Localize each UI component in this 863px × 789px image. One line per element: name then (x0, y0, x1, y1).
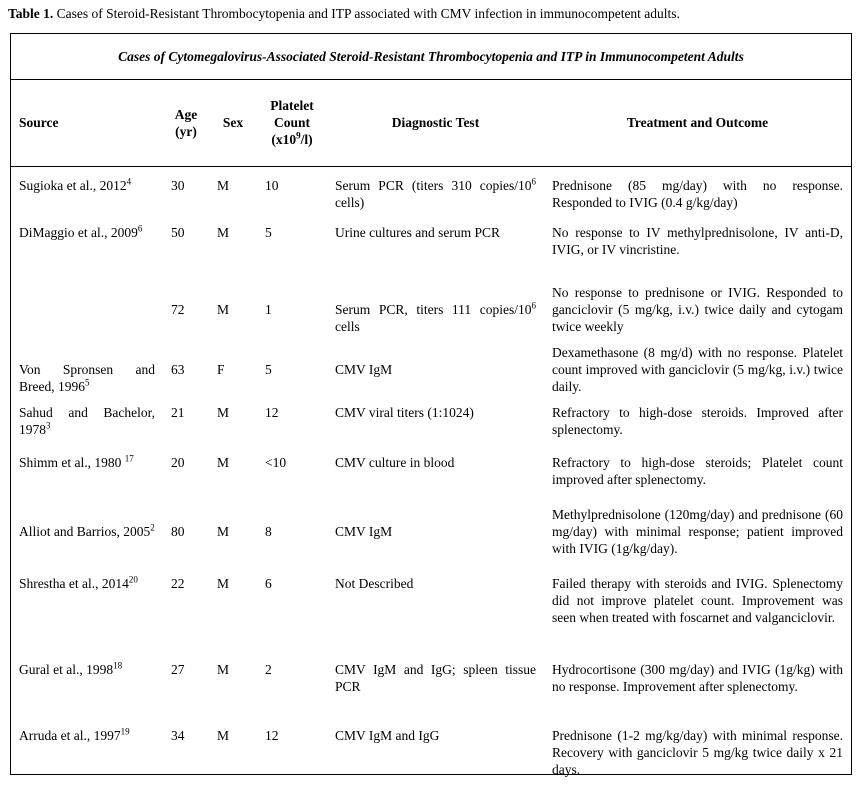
source-text: Sahud and Bachelor, 1978 (19, 405, 155, 437)
cell-diagnostic (327, 166, 544, 224)
source-ref: 19 (120, 726, 130, 737)
diagnostic-text: Serum PCR, titers 111 copies/10 (335, 302, 532, 317)
cell-sex: M (217, 524, 230, 539)
header-platelet-line3-sup: 9 (296, 130, 301, 141)
diagnostic-text: CMV IgM (335, 524, 393, 539)
header-platelet (257, 80, 327, 166)
cell-sex: M (217, 455, 230, 470)
cell-age: 50 (171, 225, 185, 240)
cell-source (11, 166, 163, 224)
diagnostic-text-post: cells) (335, 194, 365, 210)
cell-source (11, 506, 163, 575)
header-platelet-line3-pre: (x10 (271, 132, 297, 148)
cell-treatment: Hydrocortisone (300 mg/day) and IVIG (1g/kg) with no response. Improvement after splenectomy. (552, 662, 843, 694)
cell-treatment: Prednisone (85 mg/day) with no response. Responded to IVIG (0.4 g/kg/day) (552, 177, 843, 210)
header-age-line2: (yr) (175, 123, 197, 139)
diagnostic-text: Not Described (335, 576, 414, 591)
source-ref: 3 (46, 420, 51, 431)
source-text: Alliot and Barrios, 2005 (19, 524, 151, 539)
cell-source (11, 661, 163, 727)
source-text: Sugioka et al., 2012 (19, 177, 127, 193)
cell-source (11, 454, 163, 506)
diagnostic-text: CMV IgM and IgG (335, 728, 440, 743)
diagnostic-text: CMV IgM and IgG; spleen tissue PCR (335, 662, 536, 694)
table-caption-label: Table 1. (8, 6, 54, 21)
cell-source (11, 276, 163, 344)
header-platelet-line2: Count (273, 115, 310, 131)
cell-sex: M (217, 405, 230, 420)
source-text: Von Spronsen and Breed, 1996 (19, 362, 155, 394)
cell-age: 72 (171, 302, 185, 317)
diagnostic-text-post: cells (335, 319, 360, 334)
cell-treatment: Prednisone (1-2 mg/kg/day) with minimal response. Recovery with ganciclovir 5 mg/kg twice daily x 21 days. (552, 728, 843, 777)
diagnostic-text: CMV IgM (335, 362, 393, 377)
table-body (11, 166, 851, 789)
cell-age: 27 (171, 662, 185, 677)
header-platelet-line1: Platelet (270, 98, 314, 114)
table-caption-text: Cases of Steroid-Resistant Thrombocytopenia and ITP associated with CMV infection in immunocompetent adults. (53, 6, 680, 21)
cell-diagnostic (327, 454, 544, 506)
source-ref: 20 (128, 574, 138, 585)
table-subtitle: Cases of Cytomegalovirus-Associated Steroid-Resistant Thrombocytopenia and ITP in Immunocompetent Adults (11, 34, 851, 80)
cell-treatment: No response to prednisone or IVIG. Responded to ganciclovir (5 mg/kg, i.v.) twice daily and cytogam twice weekly (552, 285, 843, 334)
table-frame (10, 33, 852, 775)
cell-age: 63 (171, 362, 185, 377)
table-row (11, 166, 851, 224)
cell-age: 21 (171, 405, 185, 420)
header-age-line1: Age (174, 106, 198, 122)
source-ref: 2 (150, 522, 155, 533)
cell-treatment: Methylprednisolone (120mg/day) and prednisone (60 mg/day) with minimal response; patient improved with IVIG (1g/kg/day). (552, 507, 843, 556)
cell-platelet: 2 (265, 662, 272, 677)
source-ref: 5 (84, 377, 90, 388)
header-sex: Sex (222, 115, 244, 131)
table-row (11, 661, 851, 727)
source-text: Shimm et al., 1980 (19, 455, 125, 470)
table-caption (8, 5, 858, 22)
header-age (163, 80, 209, 166)
header-diagnostic: Diagnostic Test (391, 115, 480, 131)
source-text: Shrestha et al., 2014 (19, 576, 129, 591)
cell-diagnostic (327, 224, 544, 276)
source-ref: 4 (126, 176, 132, 186)
diagnostic-text: Urine cultures and serum PCR (335, 225, 500, 240)
cell-platelet: 6 (265, 576, 272, 591)
cell-treatment: Refractory to high-dose steroids. Improved after splenectomy. (552, 405, 843, 437)
source-text: DiMaggio et al., 2009 (19, 225, 138, 240)
cell-sex: F (217, 362, 225, 377)
cell-age: 80 (171, 524, 185, 539)
cell-diagnostic (327, 575, 544, 661)
cell-sex: M (217, 177, 230, 193)
cell-age: 34 (171, 728, 185, 743)
cell-platelet: 5 (265, 225, 272, 240)
cell-platelet: 5 (265, 362, 272, 377)
table-row (11, 575, 851, 661)
header-source: Source (19, 115, 59, 131)
cell-sex: M (217, 302, 230, 317)
cell-sex: M (217, 662, 230, 677)
source-text: Gural et al., 1998 (19, 662, 114, 677)
cell-sex: M (217, 225, 230, 240)
diagnostic-text: CMV viral titers (1:1024) (335, 405, 474, 420)
cell-source (11, 224, 163, 276)
table-row (11, 506, 851, 575)
diagnostic-text: CMV culture in blood (335, 455, 455, 470)
cell-platelet: 1 (265, 302, 272, 317)
cell-platelet: 10 (265, 177, 279, 193)
cell-diagnostic (327, 727, 544, 789)
diagnostic-text: Serum PCR (titers 310 copies/10 (335, 177, 532, 193)
cell-platelet: 12 (265, 405, 279, 420)
cell-age: 30 (171, 177, 185, 193)
cases-table (11, 80, 851, 789)
cell-diagnostic (327, 661, 544, 727)
cell-diagnostic (327, 276, 544, 344)
source-ref: 17 (124, 453, 134, 464)
cell-platelet: 8 (265, 524, 272, 539)
cell-diagnostic (327, 404, 544, 454)
table-row (11, 727, 851, 789)
source-text: Arruda et al., 1997 (19, 728, 121, 743)
cell-diagnostic (327, 506, 544, 575)
cell-source (11, 727, 163, 789)
cell-age: 22 (171, 576, 185, 591)
source-ref: 6 (137, 223, 143, 234)
diagnostic-sup: 6 (531, 176, 536, 186)
cell-treatment: Failed therapy with steroids and IVIG. Splenectomy did not improve platelet count. Improvement was seen when treated with foscarnet and valganciclovir. (552, 576, 843, 625)
cell-age: 20 (171, 455, 185, 470)
table-row (11, 344, 851, 404)
table-row (11, 454, 851, 506)
cell-platelet: <10 (265, 455, 287, 470)
cell-treatment: Refractory to high-dose steroids; Platelet count improved after splenectomy. (552, 455, 843, 487)
table-row (11, 276, 851, 344)
table-row (11, 404, 851, 454)
table-row (11, 224, 851, 276)
cell-sex: M (217, 576, 230, 591)
cell-sex: M (217, 728, 230, 743)
cell-source (11, 344, 163, 404)
source-ref: 18 (113, 660, 123, 671)
diagnostic-sup: 6 (531, 300, 536, 311)
table-header-row (11, 80, 851, 166)
cell-source (11, 575, 163, 661)
cell-treatment: No response to IV methylprednisolone, IV anti-D, IVIG, or IV vincristine. (552, 225, 843, 257)
header-treatment: Treatment and Outcome (626, 115, 769, 131)
cell-treatment: Dexamethasone (8 mg/d) with no response. Platelet count improved with ganciclovir (5 mg/kg, i.v.) twice daily. (552, 345, 843, 394)
header-platelet-line3-post: /l) (300, 132, 313, 148)
cell-source (11, 404, 163, 454)
cell-diagnostic (327, 344, 544, 404)
cell-platelet: 12 (265, 728, 279, 743)
